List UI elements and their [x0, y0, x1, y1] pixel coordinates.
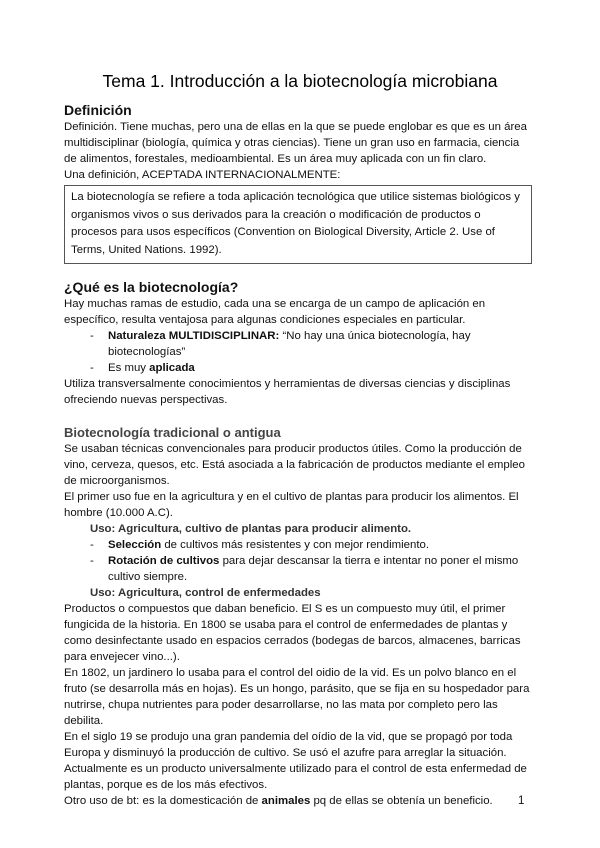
text-line: [64, 441, 534, 457]
text-line: [108, 537, 534, 553]
text-line: [64, 793, 534, 809]
text-line: [64, 167, 534, 183]
text-span: Europa y disminuyó la producción de cultivo. Se usó el azufre para arreglar la situación.: [64, 747, 507, 759]
bullet-item: [64, 553, 534, 585]
text-line: [64, 601, 534, 617]
bold-text: Rotación de cultivos: [108, 555, 220, 567]
text-line: [64, 296, 534, 312]
text-line: [64, 777, 534, 793]
bullet-item: [64, 328, 534, 360]
text-span: Se usaban técnicas convencionales para producir productos útiles. Como la producción de: [64, 443, 522, 455]
text-line: [108, 553, 534, 569]
bold-text: animales: [261, 795, 311, 807]
text-span: organismos vivos o sus derivados para la creación o modificación de productos o: [71, 208, 481, 221]
text-line: [64, 681, 534, 697]
text-line: [64, 457, 534, 473]
text-line: [64, 745, 534, 761]
text-span: nutrirse, chupa nutrientes para poder desarrollarse, no las mata por completo pero las: [64, 699, 498, 711]
text-span: Hay muchas ramas de estudio, cada una se encarga de un campo de aplicación en: [64, 298, 486, 310]
text-line: [64, 649, 534, 665]
text-span: de cultivos más resistentes y con mejor rendimiento.: [161, 539, 429, 551]
text-span: para envejecer vino...).: [64, 651, 180, 663]
section-heading: ¿Qué es la biotecnología?: [64, 279, 239, 295]
document-title: Tema 1. Introducción a la biotecnología microbiana: [102, 71, 498, 91]
text-span: procesos para usos específicos (Convention on Biological Diversity, Article 2. Use of: [71, 226, 495, 238]
bold-text: aplicada: [149, 362, 195, 374]
bold-text: Selección: [108, 539, 162, 551]
text-span: El primer uso fue en la agricultura y en el cultivo de plantas para producir los alimentos. El: [64, 491, 519, 503]
paragraph: [64, 119, 534, 183]
text-line: [108, 360, 534, 376]
text-line: [64, 697, 534, 713]
bold-text: Naturaleza MULTIDISCIPLINAR:: [108, 330, 280, 342]
text-span: En 1802, un jardinero lo usaba para el control del oidio de la vid. Es un polvo blanco en el: [64, 667, 517, 679]
text-span: Definición. Tiene muchas, pero una de ellas en la que se puede englobar es que es un área: [64, 121, 527, 133]
text-span: de microorganismos.: [64, 475, 170, 487]
text-span: ofreciendo nuevas perspectivas.: [64, 394, 228, 406]
text-line: [108, 328, 534, 344]
use-subheading: Uso: Agricultura, cultivo de plantas para producir alimento.: [90, 523, 412, 535]
paragraph: [64, 376, 534, 408]
text-line: [64, 151, 534, 167]
use-subheading: Uso: Agricultura, control de enfermedades: [90, 587, 321, 599]
document-body: [64, 101, 534, 809]
text-span: para dejar descansar la tierra e intentar no poner el mismo: [219, 555, 519, 567]
text-span: hombre (10.000 A.C).: [64, 507, 173, 519]
text-line: [64, 505, 534, 521]
page-number: 1: [518, 795, 525, 807]
text-span: “No hay una única biotecnología, hay: [279, 330, 471, 342]
text-line: [71, 224, 525, 242]
text-line: [64, 312, 534, 328]
text-span: pq de ellas se obtenía un beneficio.: [310, 795, 493, 807]
text-line: [71, 207, 525, 225]
text-line: [64, 119, 534, 135]
text-span: Productos o compuestos que daban beneficio. El S es un compuesto muy útil, el primer: [64, 603, 506, 615]
text-span: fruto (se desarrolla más en hojas). Es un hongo, parásito, que se fija en su hospedador para: [64, 683, 530, 695]
text-span: Otro uso de bt: es la domesticación de: [64, 795, 262, 807]
section-heading: Definición: [64, 102, 132, 118]
text-span: plantas, porque es de los más efectivos.: [64, 779, 268, 791]
text-span: Es muy: [108, 362, 150, 374]
text-span: Terms, United Nations. 1992).: [71, 243, 222, 256]
definition-box: [64, 185, 532, 264]
bullet-dash: -: [90, 539, 94, 551]
text-line: [108, 569, 534, 585]
text-line: [64, 633, 534, 649]
text-line: [71, 189, 525, 207]
text-line: [64, 135, 534, 151]
text-span: vino, cerveza, quesos, etc. Está asociada a la fabricación de productos mediante el empleo: [64, 459, 525, 471]
text-span: como desinfectante usado en espacios cerrados (bodegas de barcos, almacenes, barricas: [64, 635, 521, 647]
text-line: [64, 617, 534, 633]
text-span: específico, resulta ventajosa para algunas condiciones especiales en particular.: [64, 314, 466, 326]
text-span: de alimentos, forestales, medioambiental. Es un área muy aplicada con un fin claro.: [64, 153, 487, 165]
text-line: [64, 489, 534, 505]
text-line: [71, 242, 525, 260]
text-span: Actualmente es un producto universalmente utilizado para el control de esta enfermedad de: [64, 763, 527, 775]
text-line: [64, 392, 534, 408]
bullet-item: [64, 537, 534, 553]
text-line: [108, 344, 534, 360]
paragraph: [64, 296, 534, 328]
subsection-heading: Biotecnología tradicional o antigua: [64, 425, 281, 440]
text-span: En el siglo 19 se produjo una gran pandemia del oídio de la vid, que se propagó por toda: [64, 731, 513, 743]
bullet-dash: -: [90, 362, 94, 374]
text-span: Utiliza transversalmente conocimientos y herramientas de diversas ciencias y disciplinas: [64, 378, 511, 390]
text-span: debilita.: [64, 715, 104, 727]
text-line: [64, 376, 534, 392]
text-span: La biotecnología se refiere a toda aplicación tecnológica que utilice sistemas biológicos y: [71, 191, 520, 203]
text-span: Una definición, ACEPTADA INTERNACIONALMENTE:: [64, 169, 341, 181]
text-line: [64, 713, 534, 729]
text-line: [64, 665, 534, 681]
text-line: [64, 729, 534, 745]
text-line: [64, 761, 534, 777]
text-span: multidisciplinar (biología, química y otras ciencias). Tiene un gran uso en farmacia, ciencia: [64, 137, 520, 149]
paragraph: [64, 441, 534, 521]
paragraph: [64, 601, 534, 809]
bullet-dash: -: [90, 330, 94, 342]
text-line: [64, 473, 534, 489]
text-span: fungicida de la historia. En 1800 se usaba para el control de enfermedades de plantas y: [64, 619, 508, 631]
text-span: cultivo siempre.: [108, 571, 188, 583]
text-span: biotecnologías”: [108, 346, 186, 358]
bullet-dash: -: [90, 555, 94, 567]
bullet-item: [64, 360, 534, 376]
